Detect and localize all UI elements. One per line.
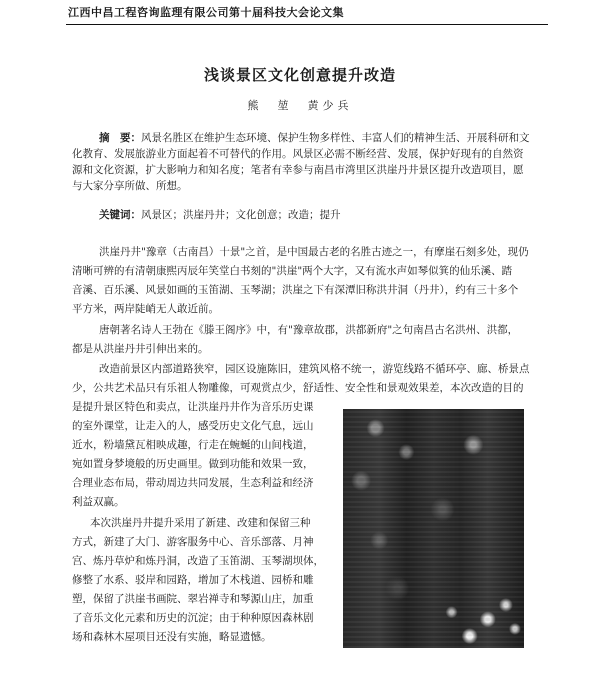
body-line: 近水，粉墙黛瓦相映成趣，行走在蜿蜒的山间栈道， — [72, 439, 314, 451]
body-line: 宫、炼丹草炉和炼丹洞，改造了玉笛湖、玉琴湖坝体， — [72, 555, 324, 567]
body-line: 唐朝著名诗人王勃在《滕王阁序》中，有"豫章故郡，洪都新府"之句南昌古名洪州、洪都， — [99, 324, 519, 336]
body-line: 的室外课堂，让走入的人，感受历史文化气息，远山 — [72, 420, 314, 432]
abstract-label: 摘 要： — [99, 132, 141, 144]
body-line: 场和森林木屋项目还没有实施，略显遗憾。 — [72, 631, 272, 643]
body-line: 是提升景区特色和卖点，让洪崖丹井作为音乐历史课 — [72, 401, 314, 413]
running-header: 江西中昌工程咨询监理有限公司第十届科技大会论文集 — [68, 6, 344, 19]
body-line: 利益双赢。 — [72, 496, 125, 508]
keywords-text: 风景区；洪崖丹井；文化创意；改造；提升 — [141, 209, 341, 221]
body-line: 改造前景区内部道路狭窄，园区设施陈旧，建筑风格不统一，游览线路不循环亭、廊、桥景点 — [99, 363, 530, 375]
body-line: 宛如置身梦境般的历史画里。做到功能和效果一致， — [72, 458, 314, 470]
abstract-text: 风景名胜区在维护生态环境、保护生物多样性、丰富人们的精神生活、开展科研和文 — [141, 132, 530, 144]
abstract-line: 源和文化资源，扩大影响力和知名度；笔者有幸参与南昌市湾里区洪崖丹井景区提升改造项目，愿 — [72, 164, 524, 176]
body-line: 音溪、百乐溪、风景如画的玉笛湖、玉琴湖；洪崖之下有深潭旧称洪井洞（丹井），约有三十多个 — [72, 284, 519, 296]
body-line: 平方米，两岸陡峭无人敢近前。 — [72, 303, 219, 315]
article-authors: 熊 堃 黄少兵 — [247, 99, 353, 112]
body-line: 了音乐文化元素和历史的沉淀；由于种种原因森林剧 — [72, 612, 314, 624]
body-line: 少，公共艺术品只有乐祖人物雕像，可观赏点少，舒适性、安全性和景观效果差，本次改造的目的 — [72, 382, 524, 394]
abstract-line: 化教育、发展旅游业方面起着不可替代的作用。风景区必需不断经营、发展，保护好现有的自然资 — [72, 148, 524, 160]
body-line: 本次洪崖丹井提升采用了新建、改建和保留三种 — [90, 517, 311, 529]
keywords-label: 关键词： — [99, 209, 141, 221]
header-rule — [66, 24, 548, 25]
article-title: 浅谈景区文化创意提升改造 — [203, 66, 396, 84]
abstract-line — [99, 130, 530, 146]
keywords-line — [99, 207, 341, 223]
body-line: 塑，保留了洪崖书画院、翠岩禅寺和琴源山庄，加重 — [72, 593, 314, 605]
scenic-area-photo — [343, 409, 524, 648]
body-line: 修整了水系、驳岸和园路，增加了木栈道、园桥和雕 — [72, 574, 314, 586]
abstract-line: 与大家分享所做、所想。 — [72, 180, 188, 192]
body-line: 都是从洪崖丹井引伸出来的。 — [72, 343, 209, 355]
body-line: 合理业态布局，带动周边共同发展，生态利益和经济 — [72, 477, 314, 489]
body-line: 方式，新建了大门、游客服务中心、音乐部落、月神 — [72, 536, 314, 548]
body-line: 洪崖丹井"豫章（古南昌）十景"之首，是中国最古老的名胜古迹之一，有摩崖石刻多处，现仍 — [99, 246, 529, 258]
body-line: 清晰可辨的有清朝康熙丙辰年笑堂白书刻的"洪崖"两个大字，又有流水声如琴似箕的仙乐溪、踏 — [72, 265, 513, 277]
